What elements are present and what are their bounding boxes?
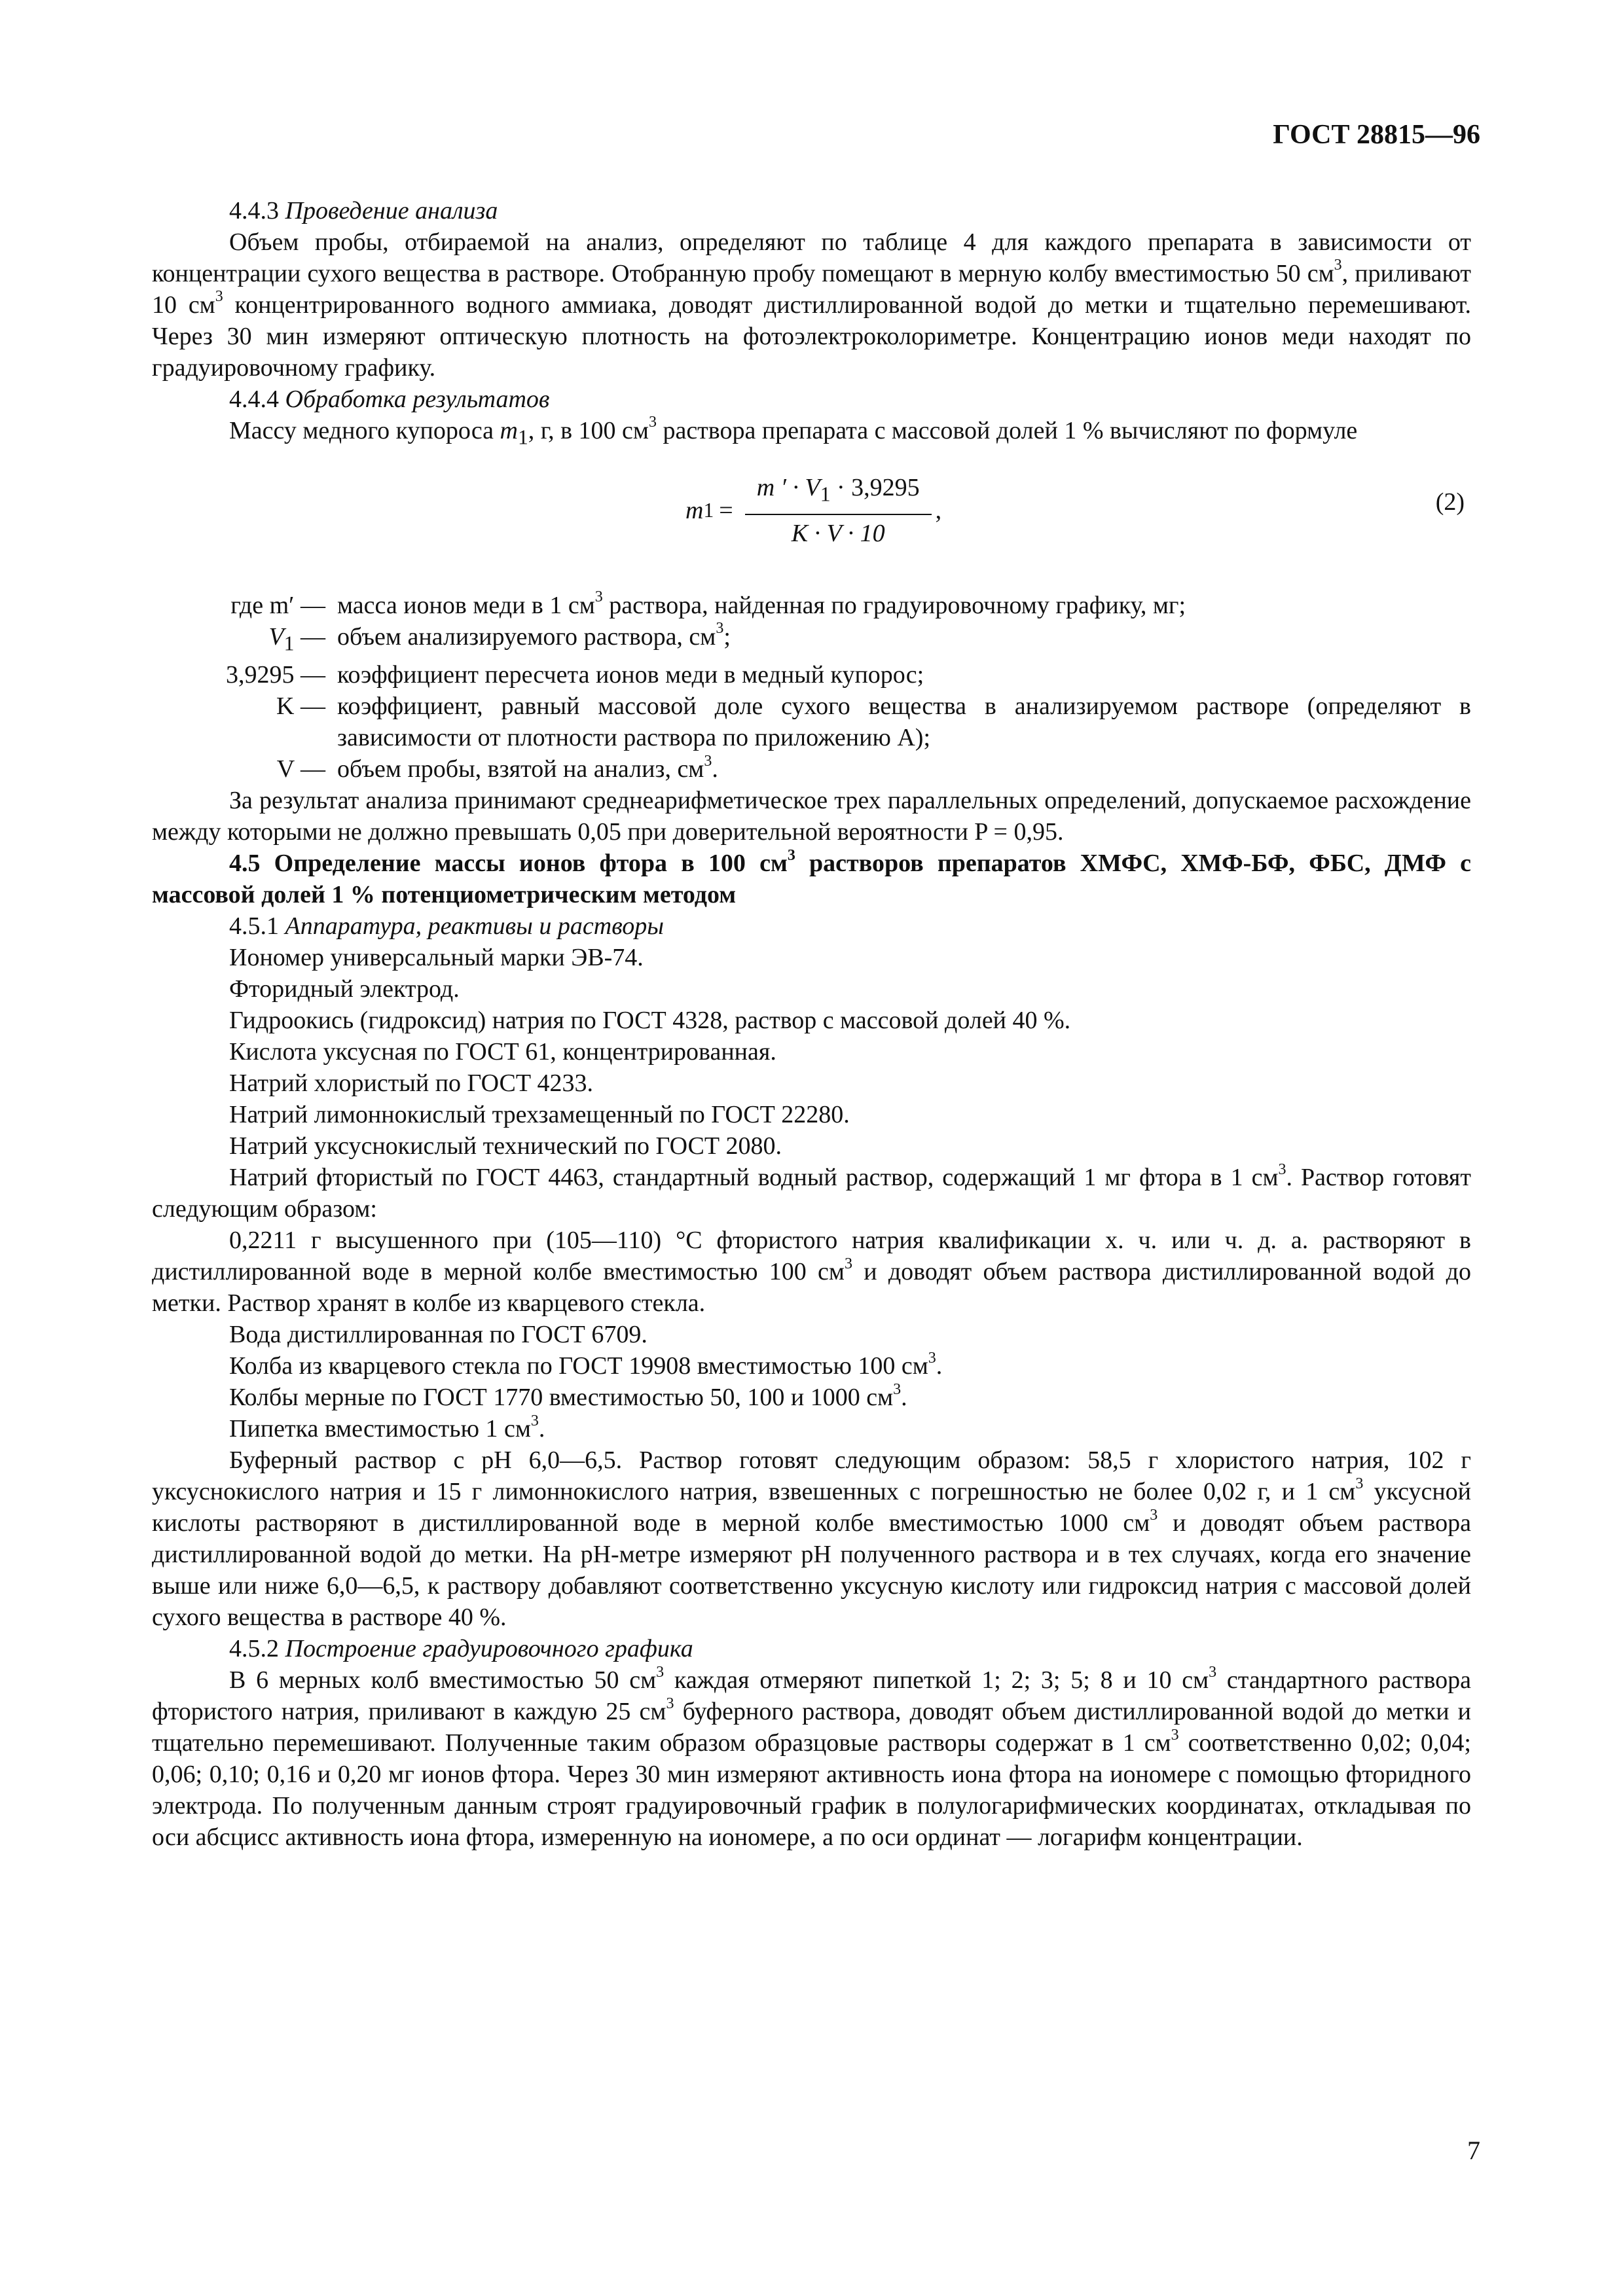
text-run: 0,2211 г высушенного при (105—110) °С фтористого натрия квалификации х. ч. или ч. д. а. растворяют в дистиллированной воде в мерной колбе вместимостью 100 см	[152, 1227, 1471, 1286]
superscript: 3	[215, 288, 223, 306]
text-run: Объем пробы, отбираемой на анализ, определяют по таблице 4 для каждого препарата в зависимости от концентрации сухого вещества в растворе. Отобранную пробу помещают в мерную колбу вместимостью 50 см	[152, 228, 1471, 287]
formula-body	[685, 472, 941, 550]
variable: V	[268, 622, 284, 651]
text-run: 4.5 Определение массы ионов фтора в 100 см	[229, 850, 788, 878]
paragraph-result: За результат анализа принимают среднеарифметическое трех параллельных определений, допускаемое расхождение между которыми не должно превышать 0,05 при доверительной вероятности P = 0,95.	[152, 787, 1471, 846]
superscript: 3	[893, 1380, 902, 1398]
list-item: Натрий лимоннокислый трехзамещенный по ГОСТ 22280.	[229, 1101, 850, 1129]
text-run: и доводят объем раствора дистиллированной водой до метки. Раствор хранят в колбе из кварцевого стекла.	[152, 1258, 1471, 1318]
superscript: 3	[1209, 1663, 1217, 1681]
definition-desc	[337, 753, 1471, 785]
text-run: .	[712, 755, 718, 783]
denominator: K · V · 10	[791, 520, 885, 548]
text-run: .	[538, 1415, 545, 1443]
text-run: · 3,9295	[830, 473, 920, 501]
paragraph-analysis	[152, 226, 1471, 384]
text-run: .	[936, 1352, 943, 1380]
section-number: 4.5.1	[229, 912, 279, 941]
paragraph-calibration	[152, 1664, 1471, 1853]
superscript: 3	[716, 619, 724, 637]
list-item: Гидроокись (гидроксид) натрия по ГОСТ 4328, раствор с массовой долей 40 %.	[229, 1007, 1071, 1035]
definition-item	[152, 659, 1471, 691]
paragraph-sodium-fluoride	[152, 1162, 1471, 1225]
list-item: Натрий уксуснокислый технический по ГОСТ 2080.	[229, 1132, 782, 1160]
subscript: 1	[517, 425, 528, 449]
superscript: 3	[666, 1695, 674, 1712]
definitions-list	[152, 590, 1471, 785]
superscript: 3	[1150, 1506, 1158, 1524]
definition-term	[152, 621, 337, 660]
text-run: растворов препаратов ХМФС, ХМФ-БФ, ФБС, ДМФ с массовой долей 1 % потенциометрическим методом	[152, 850, 1471, 909]
list-item: Иономер универсальный марки ЭВ-74.	[229, 944, 644, 972]
section-title: Проведение анализа	[285, 197, 498, 224]
section-number: 4.4.4	[229, 386, 279, 413]
list-item: Натрий хлористый по ГОСТ 4233.	[229, 1069, 594, 1098]
text-run: Буферный раствор с pH 6,0—6,5. Раствор готовят следующим образом: 58,5 г хлористого натрия, 102 г уксуснокислого натрия и 15 г лимоннокислого натрия, взвешенных с погрешностью не более 0,02 г, и 1 см	[152, 1446, 1471, 1506]
list-item	[152, 1382, 1471, 1413]
superscript: 3	[1355, 1475, 1364, 1492]
list-item	[152, 1350, 1471, 1382]
definition-term: K —	[276, 692, 325, 721]
text-run: каждая отмеряют пипеткой 1; 2; 3; 5; 8 и 10 см	[664, 1666, 1209, 1695]
formula-lhs: m	[685, 496, 704, 524]
text-run: объем пробы, взятой на анализ, см	[337, 755, 704, 783]
definition-term: V —	[276, 755, 325, 783]
text-run: Массу медного купороса	[229, 417, 500, 444]
page-content	[152, 195, 1471, 1853]
definition-item	[152, 753, 1471, 785]
fraction	[745, 472, 932, 550]
text-run: уксусной кислоты растворяют в дистиллированной воде в мерной колбе вместимостью 1000 см	[152, 1478, 1471, 1537]
list-item	[152, 1413, 1471, 1444]
text-run: стандартного раствора фтористого натрия, приливают в каждую 25 см	[152, 1666, 1472, 1726]
text-run: m ′ · V	[756, 473, 820, 501]
definition-desc: коэффициент, равный массовой доле сухого вещества в анализируемом растворе (определяют в зависимости от плотности раствора по приложению А);	[337, 692, 1471, 752]
list-item: Кислота уксусная по ГОСТ 61, концентрированная.	[229, 1038, 776, 1066]
definition-item	[152, 621, 1471, 660]
text-run: буферного раствора, доводят объем дистиллированной водой до метки и тщательно перемешивают. Полученные таким образом образцовые растворы содержат в 1 см	[152, 1698, 1472, 1757]
superscript: 3	[928, 1349, 936, 1367]
definition-desc: коэффициент пересчета ионов меди в медный купорос;	[337, 661, 924, 689]
text-run: Колба из кварцевого стекла по ГОСТ 19908 вместимостью 100 см	[229, 1352, 928, 1380]
subsection-4-5-2	[152, 1633, 1471, 1664]
text-run: и доводят объем раствора дистиллированной водой до метки. На pH-метре измеряют pH полученного раствора и в тех случаях, когда его значение выше или ниже 6,0—6,5, к раствору добавляют соответственно уксусную кислоту или гидроксид натрия с массовой долей сухого вещества в растворе 40 %.	[152, 1509, 1471, 1632]
superscript: 3	[1278, 1160, 1286, 1178]
definition-item	[152, 590, 1471, 621]
paragraph-mass	[152, 415, 1471, 454]
text-run: Пипетка вместимостью 1 см	[229, 1415, 531, 1443]
text-run: . Раствор готовят следующим образом:	[152, 1164, 1471, 1223]
section-title: Аппаратура, реактивы и растворы	[285, 912, 664, 941]
definition-desc	[337, 621, 1471, 660]
text-run: Натрий фтористый по ГОСТ 4463, стандартный водный раствор, содержащий 1 мг фтора в 1 см	[229, 1164, 1279, 1192]
subsection-4-4-4	[152, 384, 1471, 415]
text-run: соответственно 0,02; 0,04; 0,06; 0,10; 0,16 и 0,20 мг ионов фтора. Через 30 мин измеряют активность иона фтора на иономере с помощью фторидного электрода. По полученным данным строят градуировочный график в полулогарифмических координатах, откладывая по оси абсцисс активность иона фтора, измеренную на иономере, а по оси ординат — логарифм концентрации.	[152, 1729, 1471, 1852]
definition-term: 3,9295 —	[226, 661, 325, 689]
list-item	[152, 1319, 1471, 1350]
text-run: .	[901, 1384, 907, 1412]
subsection-4-4-3	[152, 195, 1471, 226]
subscript: 1	[283, 632, 295, 655]
superscript: 3	[530, 1412, 539, 1429]
definition-item	[152, 691, 1471, 753]
superscript: 3	[656, 1663, 665, 1681]
subscript: 1	[820, 482, 831, 506]
text-run: Колбы мерные по ГОСТ 1770 вместимостью 50, 100 и 1000 см	[229, 1384, 894, 1412]
page-number: 7	[1467, 2136, 1480, 2165]
numerator	[745, 472, 932, 516]
superscript: 3	[704, 752, 712, 770]
superscript: 3	[1171, 1726, 1179, 1744]
formula-comma: ,	[935, 496, 942, 524]
superscript: 3	[648, 414, 657, 431]
text-run: В 6 мерных колб вместимостью 50 см	[229, 1666, 657, 1695]
section-4-5-heading	[152, 848, 1471, 910]
list-item: Фторидный электрод.	[229, 975, 460, 1003]
document-header: ГОСТ 28815—96	[1273, 120, 1480, 150]
section-title: Построение градуировочного графика	[285, 1635, 693, 1663]
paragraph-preparation	[152, 1225, 1471, 1319]
text-run: раствора, найденная по градуировочному графику, мг;	[602, 591, 1186, 619]
superscript: 3	[787, 846, 795, 864]
paragraph-buffer	[152, 1444, 1471, 1633]
definition-term: где m′ —	[230, 591, 325, 619]
text-run: , г, в 100 см	[528, 417, 649, 444]
text-run: концентрированного водного аммиака, доводят дистиллированной водой до метки и тщательно перемешивают. Через 30 мин измеряют оптическую плотность на фотоэлектроколориметре. Концентрацию ионов меди находят по градуировочному графику.	[152, 291, 1471, 382]
text-run: Вода дистиллированная по ГОСТ 6709.	[229, 1321, 647, 1349]
equals-sign: =	[719, 496, 733, 524]
superscript: 3	[844, 1255, 852, 1272]
formula-number: (2)	[1435, 488, 1465, 516]
formula-2	[152, 463, 1471, 554]
definition-desc	[337, 590, 1471, 621]
superscript: 3	[1334, 257, 1342, 274]
subsection-4-5-1	[152, 910, 1471, 942]
variable: m	[500, 417, 518, 444]
text-run: раствора препарата с массовой долей 1 % вычисляют по формуле	[656, 417, 1358, 444]
section-title: Обработка результатов	[285, 386, 550, 413]
text-run: , приливают 10 см	[152, 260, 1471, 319]
subscript: 1	[703, 498, 714, 522]
text-run: —	[294, 622, 325, 651]
section-number: 4.4.3	[229, 197, 279, 224]
superscript: 3	[594, 588, 603, 605]
text-run: объем анализируемого раствора, см	[337, 622, 716, 651]
text-run: масса ионов меди в 1 см	[337, 591, 595, 619]
section-number: 4.5.2	[229, 1635, 279, 1663]
text-run: ;	[723, 622, 731, 651]
